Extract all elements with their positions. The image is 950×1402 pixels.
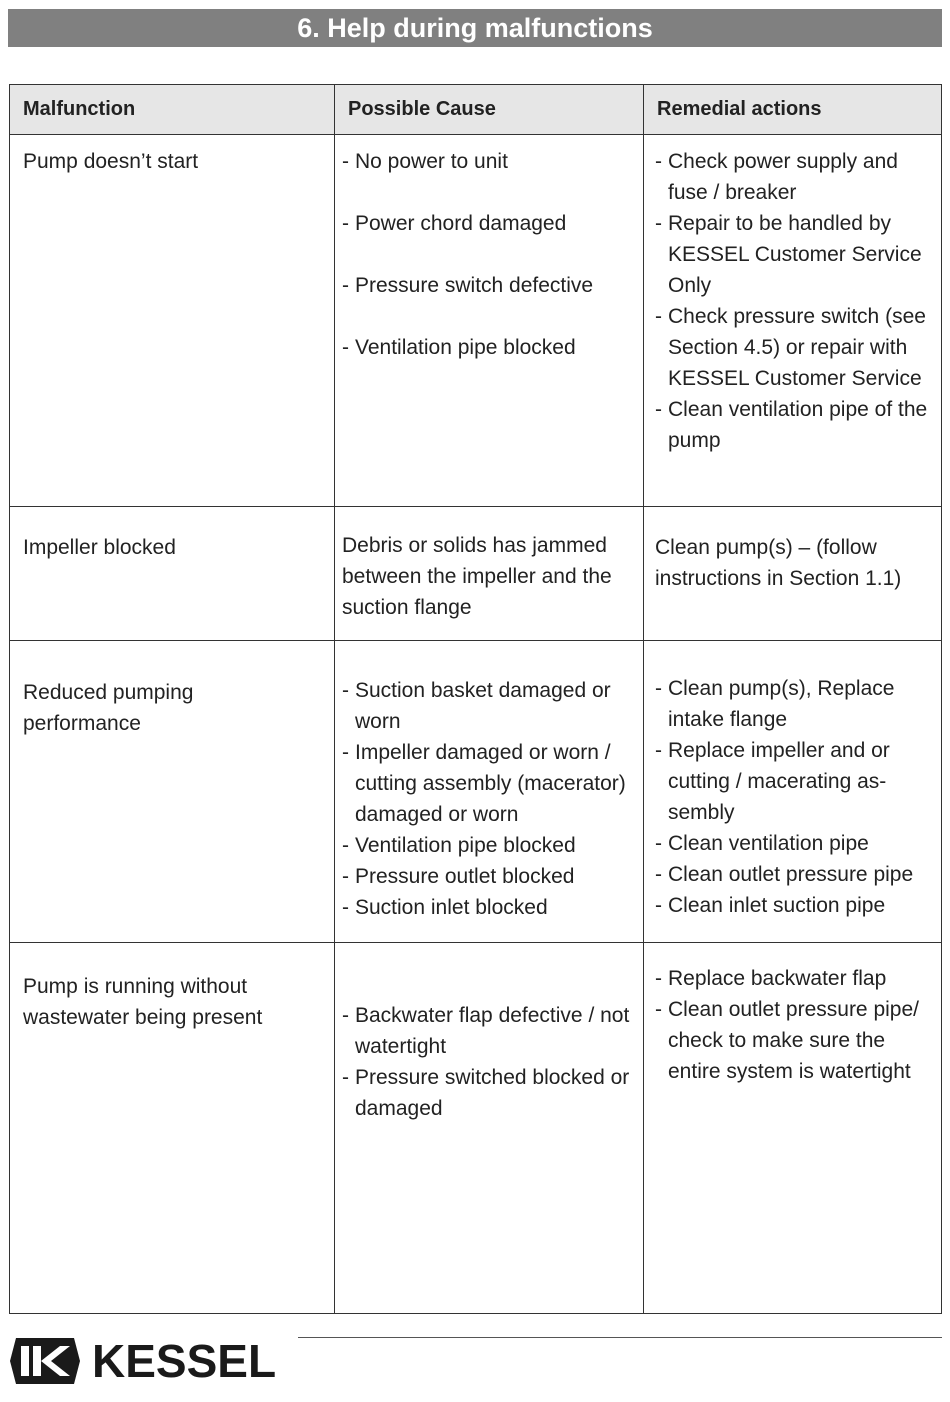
- remedy-cell: [644, 943, 942, 1314]
- cause-cell: [335, 641, 644, 943]
- list-item: - Check power supply and fuse / breaker: [655, 146, 937, 208]
- remedy-list: [655, 146, 937, 456]
- malfunction-cell: Pump is running without wastewater being present: [10, 943, 335, 1314]
- list-item: - Clean ventilation pipe of the pump: [655, 394, 937, 456]
- malfunction-cell: Impeller blocked: [10, 507, 335, 641]
- remedy-cell: [644, 641, 942, 943]
- header-remedial-actions: Remedial actions: [644, 85, 942, 135]
- list-item: - Pressure switched blocked or damaged: [342, 1062, 641, 1124]
- list-item: - Power chord damaged: [342, 208, 635, 239]
- cause-list: [342, 675, 641, 923]
- list-item: - Clean outlet pressure pipe/ check to make sure the entire system is watertight: [655, 994, 937, 1087]
- brand-name: KESSEL: [92, 1335, 277, 1387]
- kessel-logo: [8, 1336, 276, 1386]
- table-row: [10, 507, 942, 641]
- list-item: - Clean ventilation pipe: [655, 828, 937, 859]
- list-item: - No power to unit: [342, 146, 635, 177]
- list-item: - Replace backwater flap: [655, 963, 937, 994]
- list-item: - Pressure outlet blocked: [342, 861, 641, 892]
- header-malfunction: Malfunction: [10, 85, 335, 135]
- remedy-list: [655, 673, 937, 921]
- list-item: - Clean outlet pressure pipe: [655, 859, 937, 890]
- list-item: - Ventilation pipe blocked: [342, 830, 641, 861]
- list-item: - Replace impeller and or cutting / macerating as-sembly: [655, 735, 937, 828]
- list-item: - Backwater flap defective / not watertight: [342, 1000, 641, 1062]
- malfunction-table: [9, 84, 942, 1314]
- table-row: [10, 641, 942, 943]
- list-item: - Impeller damaged or worn / cutting assembly (macerator) damaged or worn: [342, 737, 641, 830]
- cause-cell: [335, 135, 644, 507]
- table-header-row: [10, 85, 942, 135]
- cause-cell: [335, 943, 644, 1314]
- cause-cell: Debris or solids has jammed between the impeller and the suction flange: [335, 507, 644, 641]
- remedy-list: [655, 963, 937, 1087]
- cause-list: [342, 1000, 641, 1124]
- header-possible-cause: Possible Cause: [335, 85, 644, 135]
- cause-list: [342, 146, 635, 363]
- list-item: - Check pressure switch (see Section 4.5) or repair with KESSEL Customer Service: [655, 301, 937, 394]
- list-item: - Clean inlet suction pipe: [655, 890, 937, 921]
- footer-divider: [298, 1337, 942, 1338]
- list-item: - Clean pump(s), Replace intake flange: [655, 673, 937, 735]
- list-item: - Suction basket damaged or worn: [342, 675, 641, 737]
- remedy-cell: Clean pump(s) – (follow instructions in Section 1.1): [644, 507, 942, 641]
- list-item: - Suction inlet blocked: [342, 892, 641, 923]
- table-row: [10, 943, 942, 1314]
- page-title: 6. Help during malfunctions: [8, 9, 942, 47]
- malfunction-cell: Reduced pumping performance: [10, 641, 335, 943]
- list-item: - Pressure switch defective: [342, 270, 635, 301]
- remedy-cell: [644, 135, 942, 507]
- malfunction-cell: Pump doesn’t start: [10, 135, 335, 507]
- list-item: - Ventilation pipe blocked: [342, 332, 635, 363]
- list-item: - Repair to be handled by KESSEL Customer Service Only: [655, 208, 937, 301]
- table-row: [10, 135, 942, 507]
- kessel-logo-icon: [8, 1336, 82, 1386]
